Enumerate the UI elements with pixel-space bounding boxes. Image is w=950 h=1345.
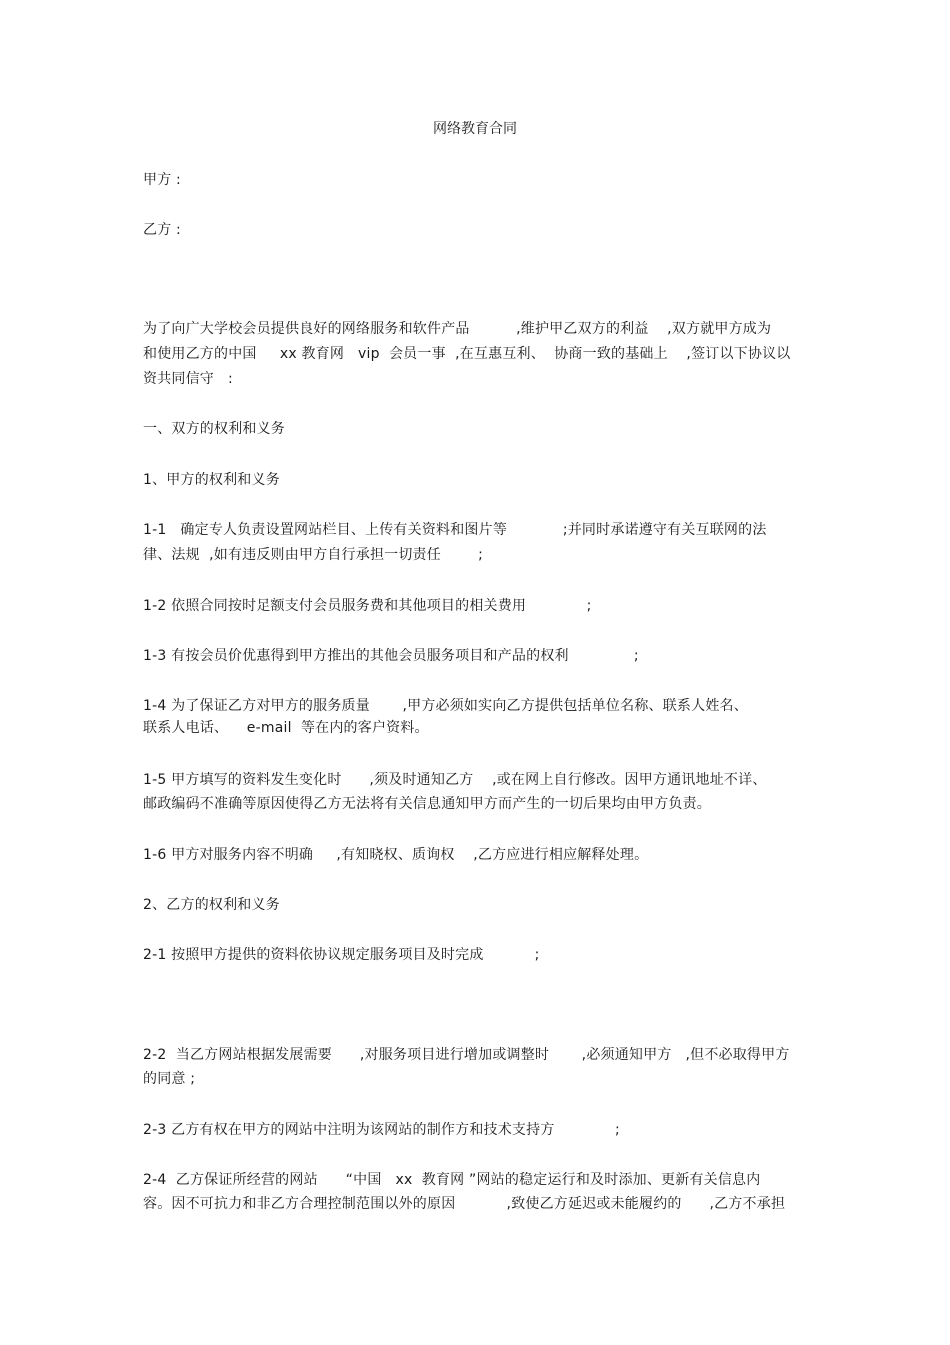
party-b-label: 乙方 :	[143, 222, 181, 238]
clause-2-2-line-2: 的同意 ;	[143, 1071, 196, 1087]
clause-1-1-line-2: 律、法规 ,如有违反则由甲方自行承担一切责任 ;	[143, 547, 484, 563]
clause-2-3: 2-3 乙方有权在甲方的网站中注明为该网站的制作方和技术支持方 ;	[143, 1122, 620, 1138]
document-title: 网络教育合同	[433, 121, 517, 137]
clause-1-4-line-2: 联系人电话、 e-mail 等在内的客户资料。	[143, 720, 429, 736]
party-a-label: 甲方 :	[143, 172, 181, 188]
intro-line-2: 和使用乙方的中国 xx 教育网 vip 会员一事 ,在互惠互利、 协商一致的基础上 ,签订以下协议以	[143, 346, 791, 362]
subsection-heading-1: 1、甲方的权利和义务	[143, 472, 280, 488]
subsection-heading-2: 2、乙方的权利和义务	[143, 897, 280, 913]
section-heading-1: 一、双方的权利和义务	[143, 421, 285, 437]
intro-line-3: 资共同信守 :	[143, 371, 233, 387]
clause-2-4-line-1: 2-4 乙方保证所经营的网站 “中国 xx 教育网 ”网站的稳定运行和及时添加、更新有关信息内	[143, 1172, 761, 1188]
clause-1-2: 1-2 依照合同按时足额支付会员服务费和其他项目的相关费用 ;	[143, 598, 592, 614]
clause-1-3: 1-3 有按会员价优惠得到甲方推出的其他会员服务项目和产品的权利 ;	[143, 648, 639, 664]
clause-2-2-line-1: 2-2 当乙方网站根据发展需要 ,对服务项目进行增加或调整时 ,必须通知甲方 ,但不必取得甲方	[143, 1047, 790, 1063]
clause-1-1-line-1: 1-1 确定专人负责设置网站栏目、上传有关资料和图片等 ;并同时承诺遵守有关互联网的法	[143, 522, 767, 538]
clause-2-1: 2-1 按照甲方提供的资料依协议规定服务项目及时完成 ;	[143, 947, 540, 963]
clause-1-4-line-1: 1-4 为了保证乙方对甲方的服务质量 ,甲方必须如实向乙方提供包括单位名称、联系人姓名、	[143, 698, 748, 714]
clause-1-5-line-2: 邮政编码不准确等原因使得乙方无法将有关信息通知甲方而产生的一切后果均由甲方负责。	[143, 796, 711, 812]
clause-2-4-line-2: 容。因不可抗力和非乙方合理控制范围以外的原因 ,致使乙方延迟或未能履约的 ,乙方不承担	[143, 1196, 786, 1212]
clause-1-5-line-1: 1-5 甲方填写的资料发生变化时 ,须及时通知乙方 ,或在网上自行修改。因甲方通讯地址不详、	[143, 772, 767, 788]
intro-line-1: 为了向广大学校会员提供良好的网络服务和软件产品 ,维护甲乙双方的利益 ,双方就甲方成为	[143, 321, 772, 337]
clause-1-6: 1-6 甲方对服务内容不明确 ,有知晓权、质询权 ,乙方应进行相应解释处理。	[143, 847, 649, 863]
